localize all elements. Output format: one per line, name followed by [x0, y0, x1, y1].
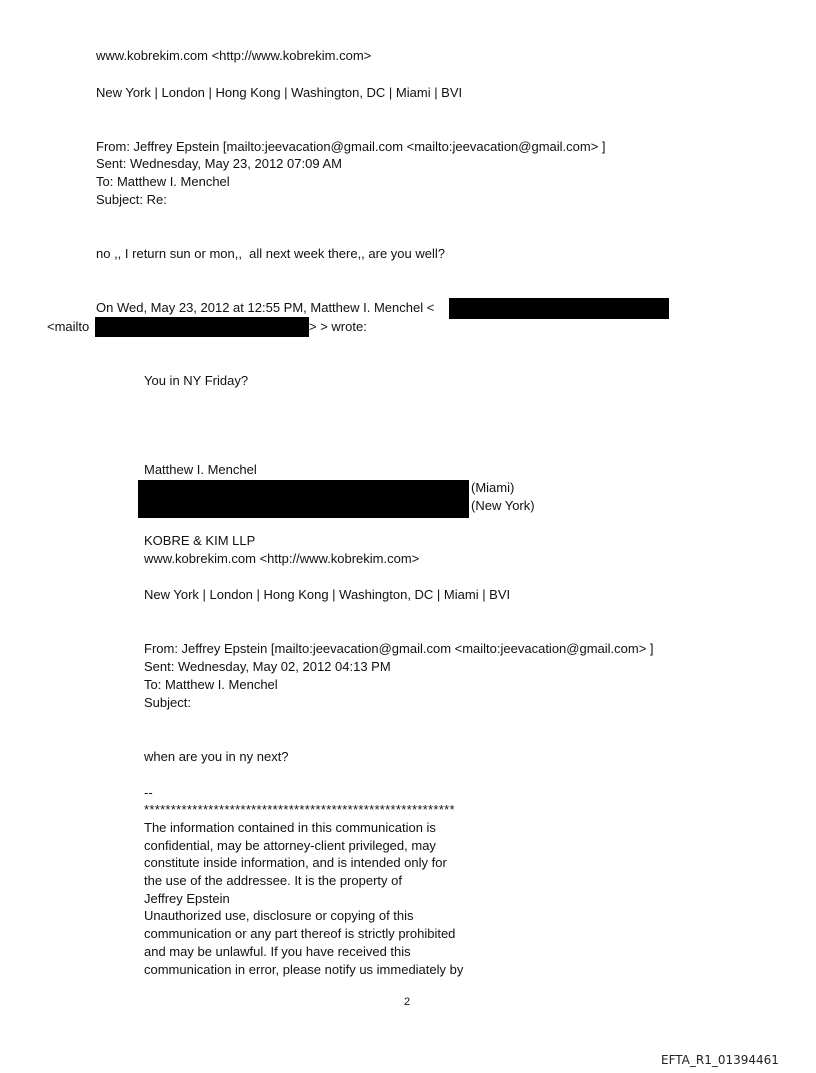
quote-header-mailto: <mailto [47, 319, 90, 334]
disclaimer-dashes: -- [144, 785, 153, 800]
website-line: www.kobrekim.com <http://www.kobrekim.com> [96, 48, 372, 63]
email-body: no ,, I return sun or mon,, all next week there,, are you well? [96, 246, 446, 261]
email-to: To: Matthew I. Menchel [144, 677, 278, 692]
quote-header-line1: On Wed, May 23, 2012 at 12:55 PM, Matthew I. Menchel < [96, 300, 435, 315]
email-from: From: Jeffrey Epstein [mailto:jeevacation@gmail.com <mailto:jeevacation@gmail.com> ] [96, 139, 606, 154]
disclaimer-stars: ********************************************************** [144, 802, 455, 817]
disclaimer-line: communication in error, please notify us immediately by [144, 962, 464, 977]
disclaimer-line: confidential, may be attorney-client privileged, may [144, 838, 436, 853]
disclaimer-line: and may be unlawful. If you have received this [144, 944, 411, 959]
redaction-block [95, 317, 309, 337]
quote-header-wrote: > > wrote: [309, 319, 367, 334]
signature-phone-miami: (Miami) [471, 480, 515, 495]
email-subject: Subject: Re: [96, 192, 167, 207]
email-subject: Subject: [144, 695, 191, 710]
disclaimer-line: Jeffrey Epstein [144, 891, 230, 906]
disclaimer-line: Unauthorized use, disclosure or copying of this [144, 908, 414, 923]
disclaimer-line: constitute inside information, and is intended only for [144, 855, 447, 870]
email-sent: Sent: Wednesday, May 23, 2012 07:09 AM [96, 156, 342, 171]
page-number: 2 [404, 996, 411, 1008]
disclaimer-line: the use of the addressee. It is the property of [144, 873, 402, 888]
signature-firm: KOBRE & KIM LLP [144, 533, 256, 548]
signature-offices: New York | London | Hong Kong | Washington, DC | Miami | BVI [144, 587, 511, 602]
signature-name: Matthew I. Menchel [144, 462, 257, 477]
disclaimer-line: The information contained in this communication is [144, 820, 436, 835]
disclaimer-line: communication or any part thereof is strictly prohibited [144, 926, 456, 941]
email-sent: Sent: Wednesday, May 02, 2012 04:13 PM [144, 659, 391, 674]
redaction-block [449, 298, 669, 319]
signature-website: www.kobrekim.com <http://www.kobrekim.com> [144, 551, 420, 566]
email-body: when are you in ny next? [144, 749, 289, 764]
email-to: To: Matthew I. Menchel [96, 174, 230, 189]
email-from: From: Jeffrey Epstein [mailto:jeevacation@gmail.com <mailto:jeevacation@gmail.com> ] [144, 641, 654, 656]
signature-phone-ny: (New York) [471, 498, 535, 513]
reply-body: You in NY Friday? [144, 373, 249, 388]
offices-line: New York | London | Hong Kong | Washington, DC | Miami | BVI [96, 85, 463, 100]
document-id: EFTA_R1_01394461 [661, 1053, 779, 1067]
redaction-block [138, 480, 469, 518]
